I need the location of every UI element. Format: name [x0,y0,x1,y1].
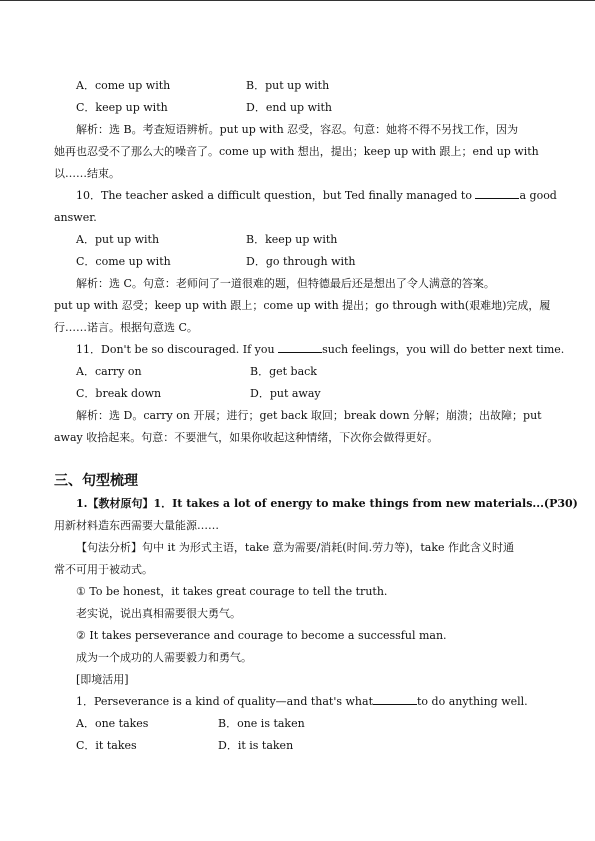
question-10 [54,185,557,339]
q11-options-row-1 [54,361,542,383]
q11-option-c: C．break down [76,387,162,400]
q11-stem [54,339,565,361]
q10-option-c: C．come up with [76,255,171,268]
example-1-chinese: 老实说，说出真相需要很大勇气。 [76,607,241,620]
syntax-analysis-line-1: 【句法分析】句中 it 为形式主语，take 意为需要/消耗(时间.劳力等)，take 作此含义时通 [76,541,515,554]
practice-1-option-b: B．one is taken [218,717,305,730]
q11-analysis-line-1: 解析：选 D。carry on 开展；进行；get back 取回；break down 分解；崩溃；出故障；put [76,409,542,422]
practice-1-option-d: D．it is taken [218,739,294,752]
q10-analysis-line-3: 行……诺言。根据句意选 C。 [54,321,198,334]
practice-label: [即境活用] [76,673,129,686]
practice-1-option-c: C．it takes [76,739,137,752]
practice-1-options-row-2 [54,735,542,757]
q10-stem-continued: answer. [54,211,97,224]
top-rule [0,0,595,1]
example-2-chinese: 成为一个成功的人需要毅力和勇气。 [76,651,252,664]
practice-1-option-a: A．one takes [76,717,149,730]
q10-stem-text: 10．The teacher asked a difficult question，but Ted finally managed to [76,189,472,202]
section-heading: 三、句型梳理 [54,473,138,489]
q11-stem-end: such feelings，you will do better next time. [322,343,565,356]
q10-option-b: B．keep up with [246,233,338,246]
q11-option-b: B．get back [250,365,317,378]
q9-option-d: D．end up with [246,101,333,114]
q10-stem [54,185,557,207]
syntax-analysis-line-2: 常不可用于被动式。 [54,563,153,576]
q11-options-row-2 [54,383,542,405]
practice-1-answer-blank [373,692,417,705]
q9-analysis-line-2: 她再也忍受不了那么大的噪音了。come up with 想出，提出；keep up with 跟上；end up with [54,145,539,158]
q11-stem-text: 11．Don't be so discouraged. If you [76,343,275,356]
q9-analysis-line-1: 解析：选 B。考查短语辨析。put up with 忍受，容忍。句意：她将不得不另找工作，因为 [76,123,519,136]
practice-1-stem [54,691,542,713]
q10-options-row-1 [54,229,542,251]
q10-answer-blank [475,186,519,199]
q9-options-row-1 [54,75,542,97]
q9-option-c: C．keep up with [76,101,168,114]
q10-option-a: A．put up with [76,233,160,246]
example-2-english: ② It takes perseverance and courage to become a successful man. [76,629,447,642]
practice-1-options-row-1 [54,713,542,735]
textbook-sentence-title: 1.【教材原句】1．It takes a lot of energy to make things from new materials...(P30) [76,497,578,510]
q10-stem-end: a good [519,189,557,202]
sentence-pattern-section [54,493,578,757]
q10-analysis-line-1: 解析：选 C。句意：老师问了一道很难的题，但特德最后还是想出了令人满意的答案。 [76,277,495,290]
q11-option-a: A．carry on [76,365,142,378]
q9-option-a: A．come up with [76,79,171,92]
q9-option-b: B．put up with [246,79,330,92]
q9-analysis-line-3: 以……结束。 [54,167,120,180]
practice-1-stem-end: to do anything well. [417,695,528,708]
example-1-english: ① To be honest，it takes great courage to tell the truth. [76,585,388,598]
q10-option-d: D．go through with [246,255,356,268]
q9-options-row-2 [54,97,542,119]
q11-analysis-line-2: away 收拾起来。句意：不要泄气，如果你收起这种情绪，下次你会做得更好。 [54,431,439,444]
q11-option-d: D．put away [250,387,321,400]
practice-1-stem-text: 1．Perseverance is a kind of quality—and that's what [76,695,373,708]
question-11 [54,339,565,449]
q10-options-row-2 [54,251,542,273]
textbook-sentence-translation: 用新材料造东西需要大量能源…… [54,519,219,532]
q10-analysis-line-2: put up with 忍受；keep up with 跟上；come up with 提出；go through with(艰难地)完成，履 [54,299,551,312]
q11-answer-blank [278,340,322,353]
question-9 [54,75,542,185]
